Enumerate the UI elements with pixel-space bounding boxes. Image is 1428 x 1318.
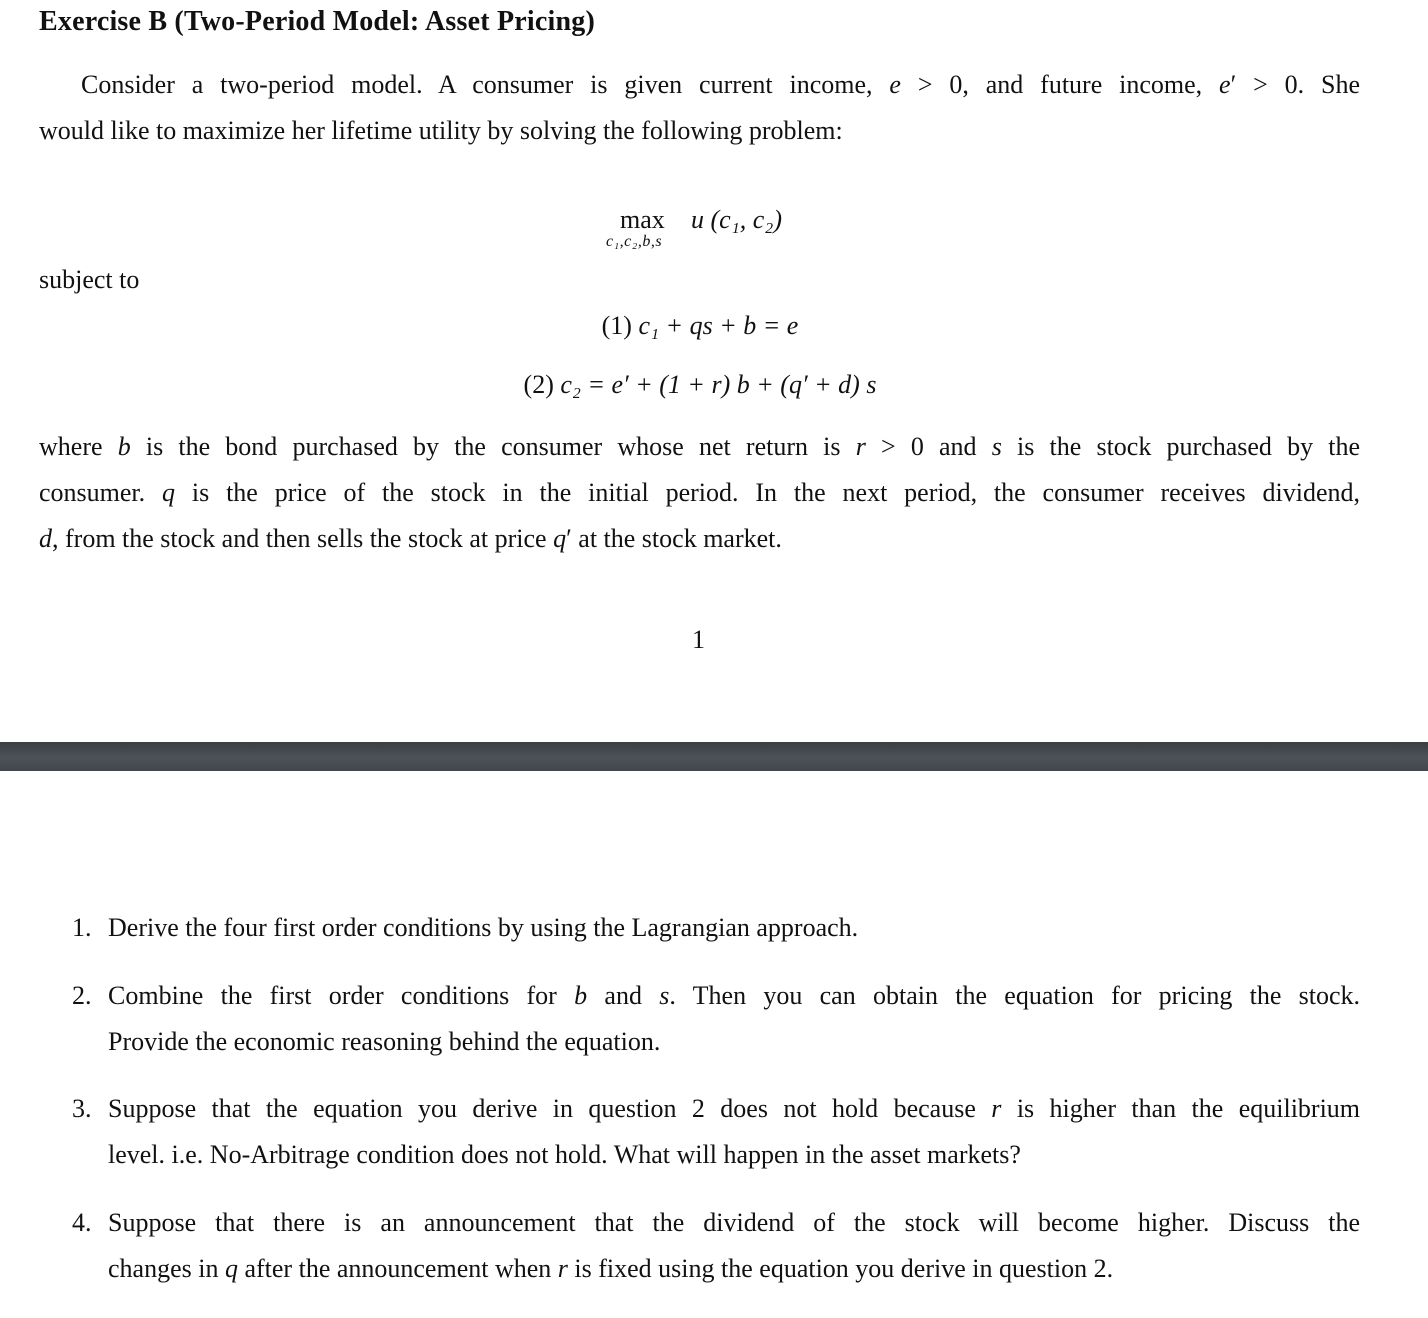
intro-paragraph — [39, 62, 1360, 154]
page-number: 1 — [692, 625, 705, 654]
max-subscript: c₁,c₂,b,s — [606, 233, 663, 250]
question-number: 1. — [72, 913, 92, 942]
constraint-2 — [0, 370, 1400, 400]
objective-function — [606, 205, 806, 265]
intro-line-1: Consider a two-period model. A consumer is given current income, e > 0, and future income, e′ > 0. She — [81, 70, 1361, 99]
question-text: Derive the four first order conditions by using the Lagrangian approach. — [108, 913, 859, 942]
constraint-1-label: (1) — [601, 311, 632, 340]
utility-function: u (c₁, c₂) — [691, 205, 782, 234]
description-line-3: d, from the stock and then sells the stock at price q′ at the stock market. — [39, 524, 782, 553]
question-text: Suppose that there is an announcement that the dividend of the stock will become higher. Discuss the changes in q after the announcement when r is fixed using the equation you derive in question 2. — [108, 1208, 1360, 1283]
document-page-2 — [0, 771, 1428, 1318]
question-number: 3. — [72, 1094, 92, 1123]
constraint-2-label: (2) — [523, 370, 554, 399]
exercise-title: Exercise B (Two-Period Model: Asset Pricing) — [39, 6, 595, 37]
description-paragraph — [39, 424, 1360, 562]
intro-line-2: would like to maximize her lifetime utility by solving the following problem: — [39, 116, 843, 145]
subject-to-label: subject to — [39, 265, 140, 294]
page-divider — [0, 742, 1428, 771]
question-text: Suppose that the equation you derive in question 2 does not hold because r is higher than the equilibrium level. i.e. No-Arbitrage condition does not hold. What will happen in the asset markets? — [108, 1094, 1361, 1169]
max-operator: max — [620, 205, 665, 234]
description-line-2: consumer. q is the price of the stock in the initial period. In the next period, the consumer receives dividend, — [39, 478, 1360, 507]
constraint-1-expr: c₁ + qs + b = e — [638, 311, 799, 340]
constraint-1 — [0, 311, 1400, 341]
description-line-1: where b is the bond purchased by the consumer whose net return is r > 0 and s is the stock purchased by the — [39, 432, 1361, 461]
question-number: 4. — [72, 1208, 92, 1237]
question-number: 2. — [72, 981, 92, 1010]
question-text: Combine the first order conditions for b and s. Then you can obtain the equation for pricing the stock. Provide the economic reasoning behind the equation. — [108, 981, 1361, 1056]
constraint-2-expr: c₂ = e′ + (1 + r) b + (q′ + d) s — [560, 370, 877, 399]
